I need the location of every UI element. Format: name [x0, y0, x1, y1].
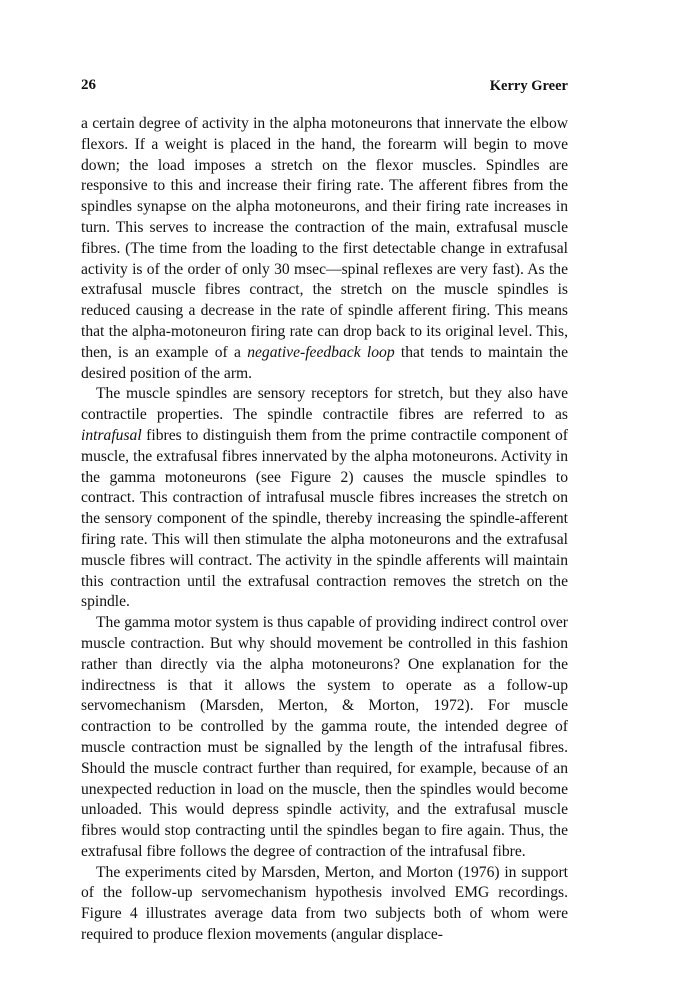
paragraph-4: [81, 863, 568, 946]
paragraph-2-text-end: fibres to distinguish them from the prime contractile component of muscle, the extrafusal fibres innervated by the alpha motoneurons. Activity in the gamma motoneurons (see Figure 2) causes the muscle spindles to contract. This contraction of intrafusal muscle fibres increases the stretch on the sensory component of the spindle, thereby increasing the spindle-afferent firing rate. This will then stimulate the alpha motoneurons and the extrafusal muscle fibres will contract. The activity in the spindle afferents will maintain this contraction until the extrafusal contraction removes the stretch on the spindle.: [81, 426, 568, 611]
paragraph-2-emphasis: intrafusal: [81, 426, 142, 444]
body-text: [81, 114, 568, 946]
running-head-author: Kerry Greer: [489, 78, 568, 94]
paragraph-1-text: a certain degree of activity in the alpha motoneurons that innervate the elbow flexors. If a weight is placed in the hand, the forearm will begin to move down; the load imposes a stretch on the flexor muscles. Spindles are responsive to this and increase their firing rate. The afferent fibres from the spindles synapse on the alpha motoneurons, and their firing rate increases in turn. This serves to increase the contraction of the main, extrafusal muscle fibres. (The time from the loading to the first detectable change in extrafusal activity is of the order of only 30 msec—spinal reflexes are very fast). As the extrafusal muscle fibres contract, the stretch on the muscle spindles is reduced causing a decrease in the rate of spindle afferent firing. This means that the alpha-motoneuron firing rate can drop back to its original level. This, then, is an example of a: [81, 115, 568, 361]
paragraph-1-emphasis: negative-feedback loop: [247, 343, 395, 361]
paragraph-1-text-end: that tends to maintain the desired position of the arm.: [81, 343, 568, 382]
paragraph-1: [81, 114, 568, 384]
page-number: 26: [81, 77, 96, 93]
paragraph-3: [81, 613, 568, 863]
paragraph-2-text: The muscle spindles are sensory receptors for stretch, but they also have contractile properties. The spindle contractile fibres are referred to as: [81, 385, 568, 424]
paragraph-4-text: The experiments cited by Marsden, Merton, and Morton (1976) in support of the follow-up servomechanism hypothesis involved EMG recordings. Figure 4 illustrates average data from two subjects both of whom were required to produce flexion movements (angular displace-: [81, 863, 568, 944]
paragraph-2: [81, 384, 568, 613]
paragraph-3-text: The gamma motor system is thus capable of providing indirect control over muscle contraction. But why should movement be controlled in this fashion rather than directly via the alpha motoneurons? One explanation for the indirectness is that it allows the system to operate as a follow-up servomechanism (Marsden, Merton, & Morton, 1972). For muscle contraction to be controlled by the gamma route, the intended degree of muscle contraction must be signalled by the length of the intrafusal fibres. Should the muscle contract further than required, for example, because of an unexpected reduction in load on the muscle, then the spindles would become unloaded. This would depress spindle activity, and the extrafusal muscle fibres would stop contracting until the spindles began to fire again. Thus, the extrafusal fibre follows the degree of contraction of the intrafusal fibre.: [81, 614, 568, 860]
